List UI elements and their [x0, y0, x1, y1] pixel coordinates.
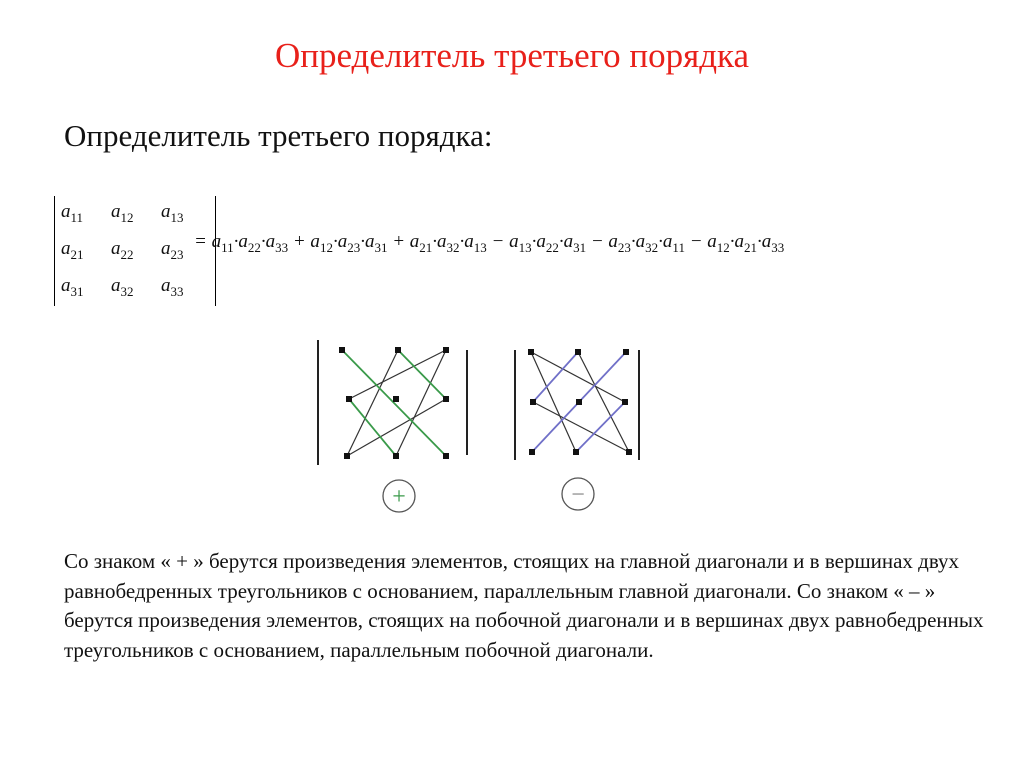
- sarrus-diagrams: [290, 330, 660, 530]
- plus-sign: +: [392, 484, 406, 510]
- matrix-cell: $a_{32}$: [111, 274, 134, 299]
- plus-diagram: [318, 340, 467, 465]
- matrix-cell: $a_{22}$: [111, 237, 134, 262]
- matrix-cell: $a_{31}$: [61, 274, 84, 299]
- minus-sign: −: [571, 482, 585, 508]
- matrix-cell: $a_{12}$: [111, 201, 134, 225]
- determinant-matrix: [54, 196, 216, 306]
- expansion-formula: = $a_{11}\cdot a_{22}\cdot a_{33} + a_{12}\cdot a_{23}\cdot a_{31} + a_{21}\cdot a_{32}\cdot a_{13} - a_{13}\cdot a_{22}\cdot a_{31} - a_{23}\cdot a_{32}\cdot a_{11} - a_{12}\cdot a_{21}\cdot a_{33}$: [194, 231, 785, 255]
- subtitle: Определитель третьего порядка:: [64, 118, 493, 153]
- minus-diagram: [515, 349, 639, 460]
- slide-title: Определитель третьего порядка: [274, 36, 750, 75]
- matrix-cell: $a_{23}$: [161, 237, 184, 262]
- matrix-cell: $a_{13}$: [161, 201, 184, 225]
- explanation-text: Со знаком « + » берутся произведения элементов, стоящих на главной диагонали и в вершинах двух равнобедренных треугольников с основанием, параллельным главной диагонали. Со знаком « – » берутся произведения элементов, стоящих на побочной диагонали и в вершинах двух равнобедренных треугольников с основанием, параллельным побочной диагонали.: [64, 549, 984, 662]
- matrix-cell: $a_{21}$: [61, 237, 84, 262]
- matrix-cell: $a_{11}$: [61, 201, 84, 225]
- matrix-cell: $a_{33}$: [161, 274, 184, 299]
